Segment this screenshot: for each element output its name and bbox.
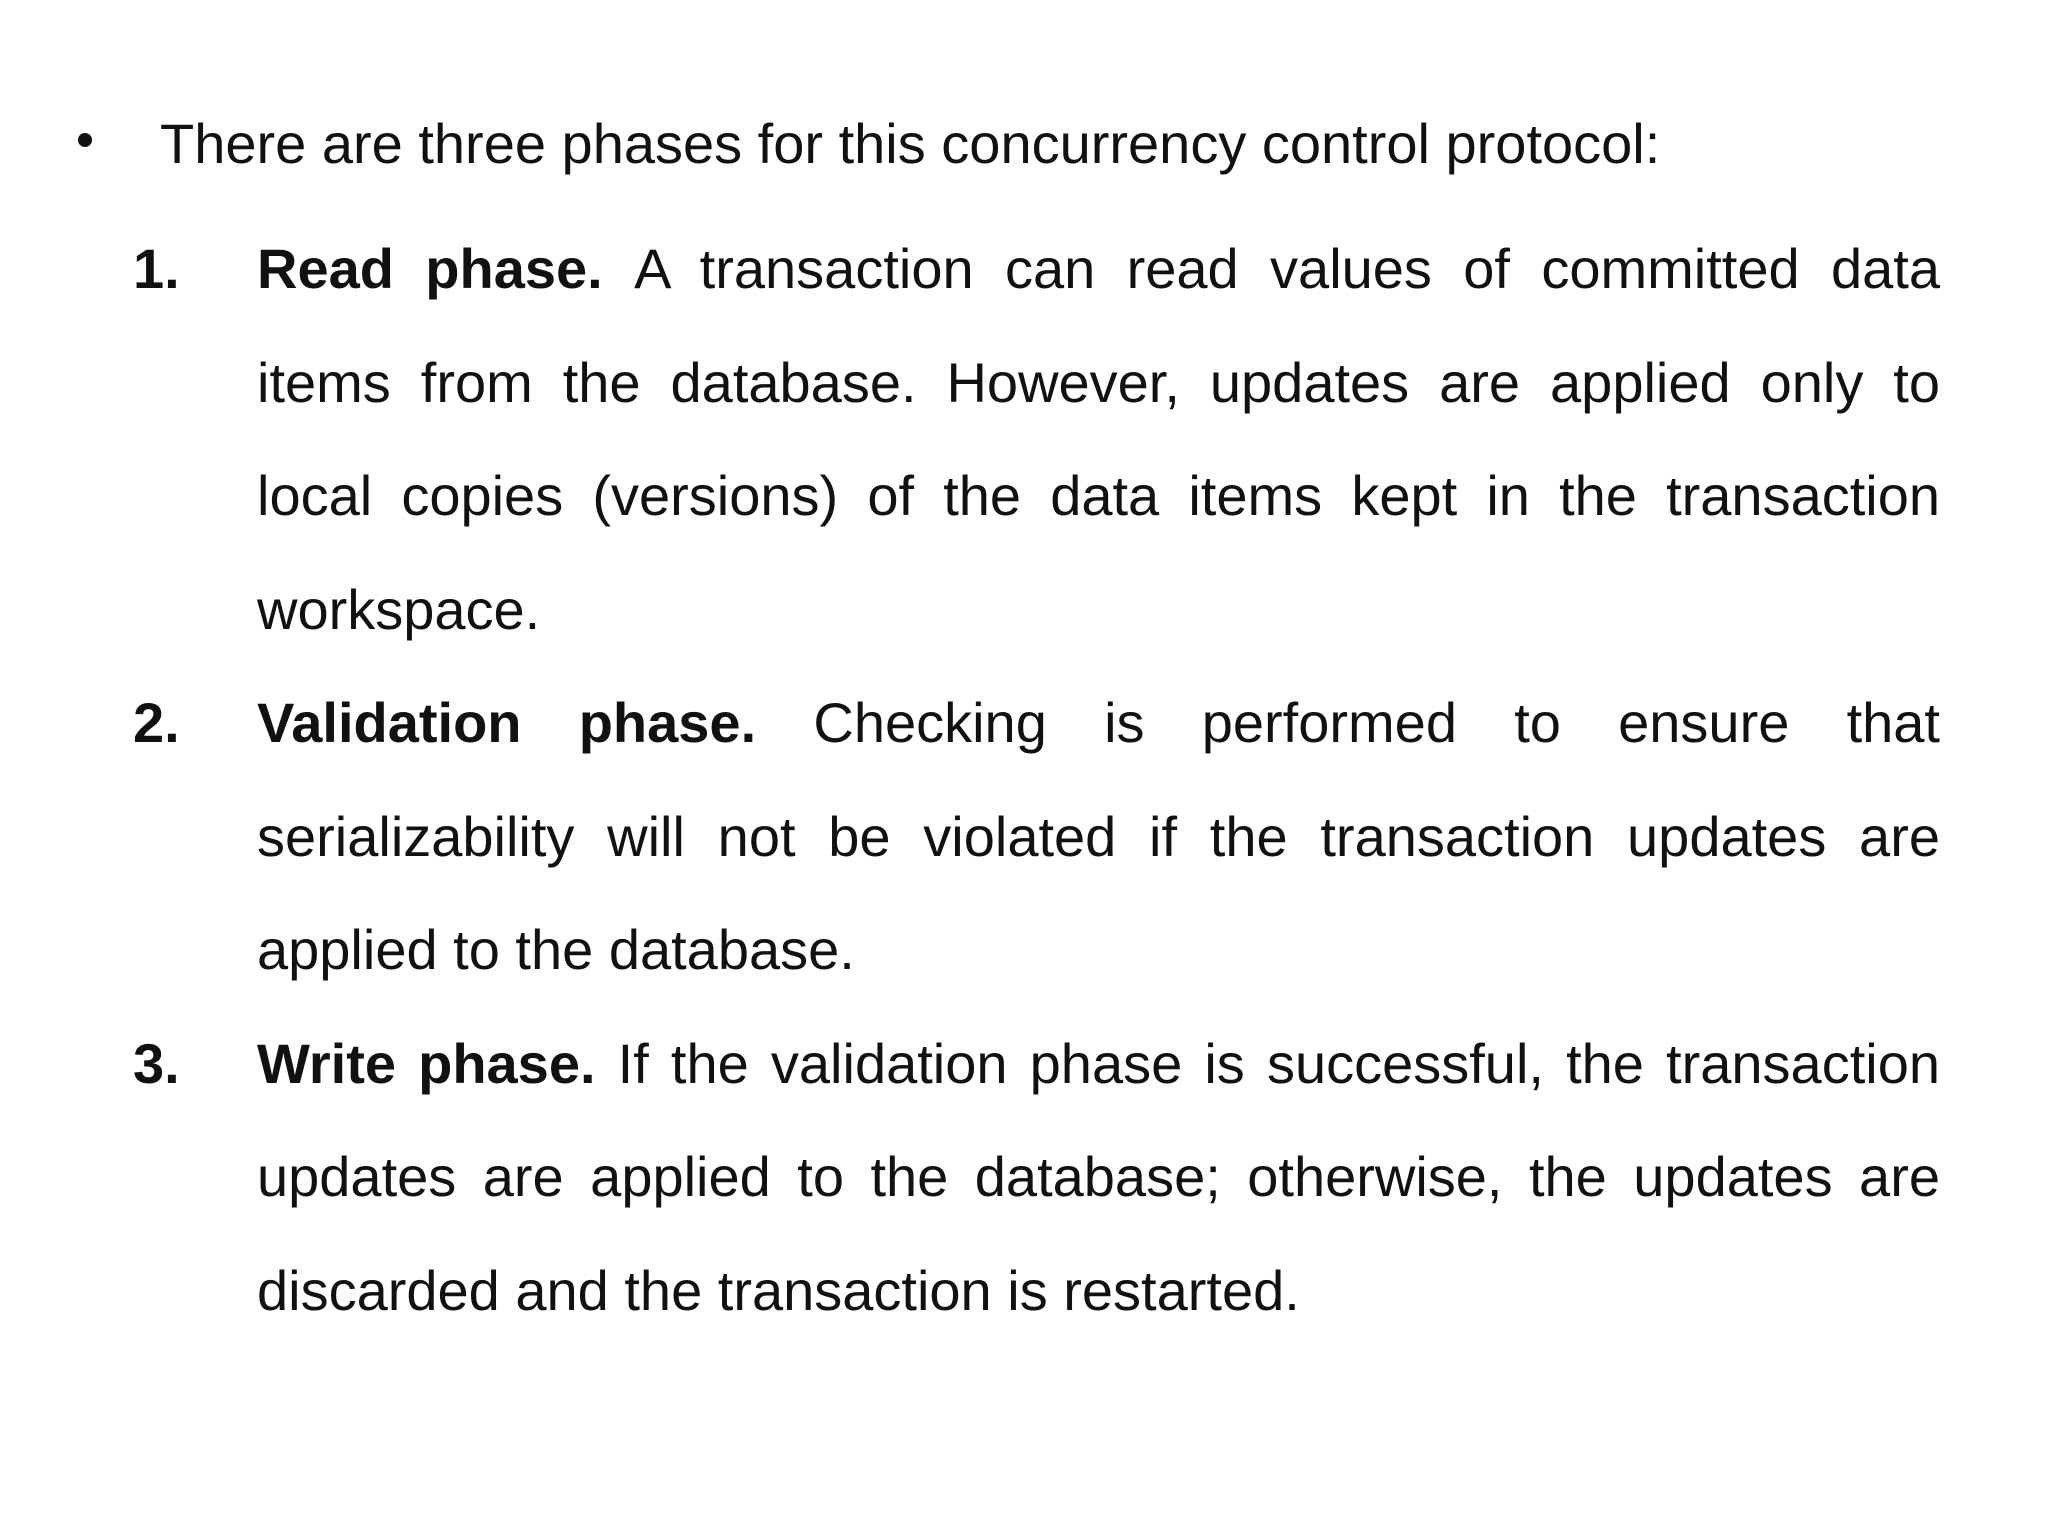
intro-text: There are three phases for this concurrency control protocol:: [160, 112, 1661, 175]
phase-description: If the validation phase is successful, the transaction updates are applied to the database; otherwise, the updates are discarded and the transaction is restarted.: [257, 1031, 1940, 1322]
phase-number: 2.: [133, 691, 180, 754]
phase-title: Validation phase.: [257, 691, 814, 754]
phase-description: A transaction can read values of committed data items from the database. However, updates are applied only to local copies (versions) of the data items kept in the transaction workspace.: [257, 237, 1940, 641]
phase-title: Write phase.: [257, 1031, 618, 1095]
phase-number: 3.: [133, 1031, 180, 1095]
intro-bullet-item: [70, 108, 1950, 180]
phase-item-write: [133, 1007, 1940, 1348]
phase-number: 1.: [133, 237, 180, 300]
phase-description: Checking is performed to ensure that serializability will not be violated if the transaction updates are applied to the database.: [257, 691, 1940, 981]
bullet-icon: [78, 133, 92, 147]
phase-item-validation: [133, 666, 1940, 1007]
phase-list: [133, 212, 1940, 1347]
phase-item-read: [133, 212, 1940, 666]
phase-title: Read phase.: [257, 237, 635, 300]
